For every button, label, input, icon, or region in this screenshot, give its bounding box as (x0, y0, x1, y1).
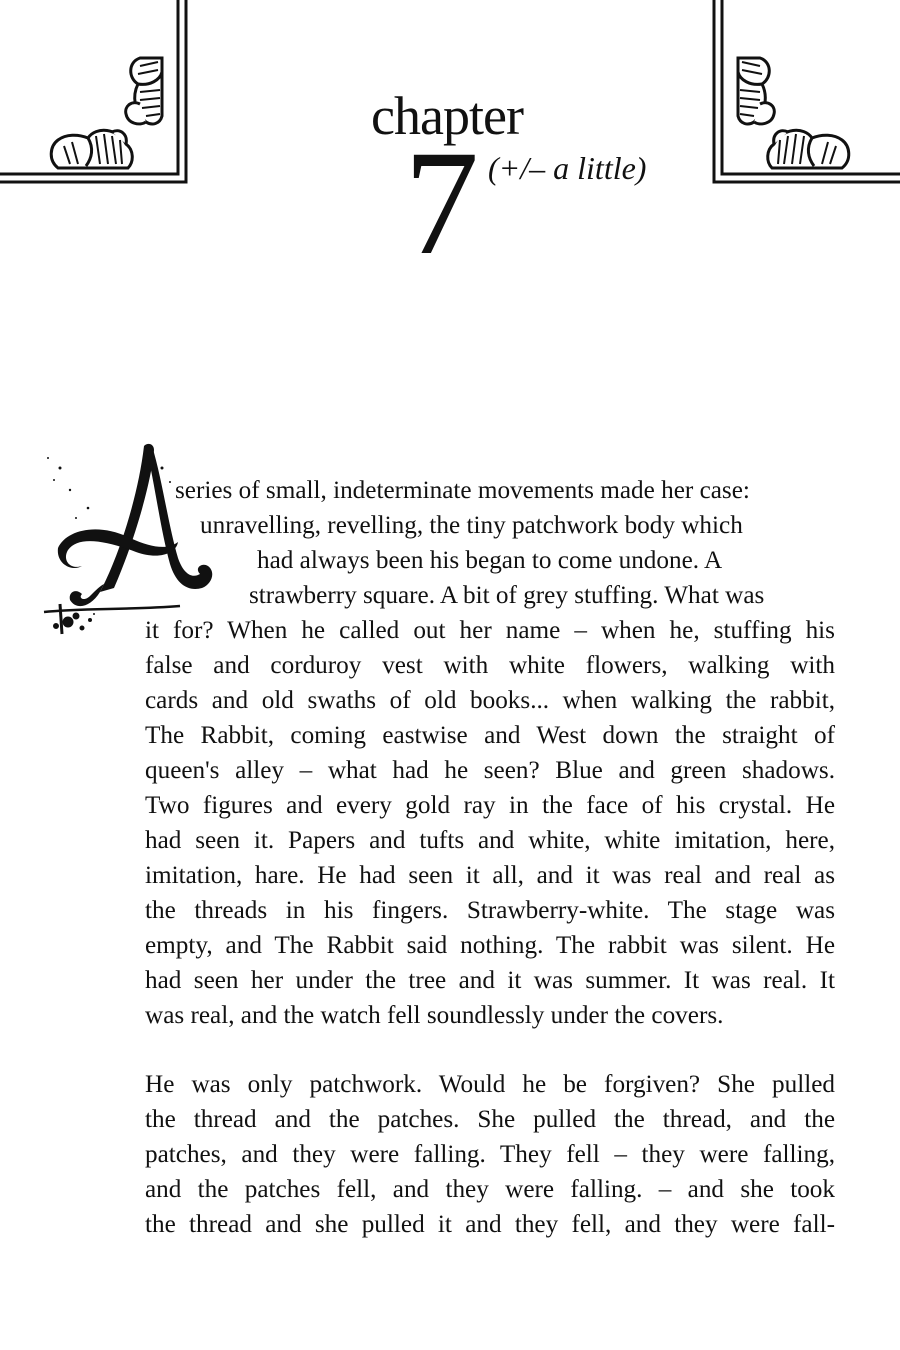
text-line: empty, and The Rabbit said nothing. The rabbit was silent. He (145, 932, 835, 959)
text-line: had seen it. Papers and tufts and white, white imitation, here, (145, 827, 835, 854)
chapter-word-text: chapter (371, 86, 523, 146)
text-line: He was only patchwork. Would he be forgiven? She pulled (145, 1071, 835, 1098)
text-line: The Rabbit, coming eastwise and West down the straight of (145, 722, 835, 749)
text-line: had always been his began to come undone. A (257, 547, 723, 574)
text-line: imitation, hare. He had seen it all, and it was real and real as (145, 862, 835, 889)
text-line: was real, and the watch fell soundlessly under the covers. (145, 1002, 724, 1029)
text-line: patches, and they were falling. They fell – they were falling, (145, 1141, 835, 1168)
text-line: and the patches fell, and they were falling. – and she took (145, 1176, 835, 1203)
chapter-subtitle: (+/– a little) (488, 150, 647, 186)
paragraph-2 (145, 1067, 835, 1242)
text-line: the thread and she pulled it and they fell, and they were fall- (145, 1211, 835, 1238)
text-line: the threads in his fingers. Strawberry-white. The stage was (145, 897, 835, 924)
text-line: strawberry square. A bit of grey stuffing. What was (249, 582, 765, 609)
text-line: series of small, indeterminate movements made her case: (175, 477, 750, 504)
text-line: false and corduroy vest with white flowers, walking with (145, 652, 835, 679)
text-line: unravelling, revelling, the tiny patchwork body which (200, 512, 743, 539)
chapter-number: 7 (404, 120, 479, 286)
text-line: had seen her under the tree and it was summer. It was real. It (145, 967, 835, 994)
text-line: the thread and the patches. She pulled the thread, and the (145, 1106, 835, 1133)
paragraph-1 (145, 473, 835, 1033)
text-line: it for? When he called out her name – when he, stuffing his (145, 617, 835, 644)
text-line: queen's alley – what had he seen? Blue and green shadows. (145, 757, 835, 784)
text-line: Two figures and every gold ray in the face of his crystal. He (145, 792, 835, 819)
text-line: cards and old swaths of old books... when walking the rabbit, (145, 687, 835, 714)
